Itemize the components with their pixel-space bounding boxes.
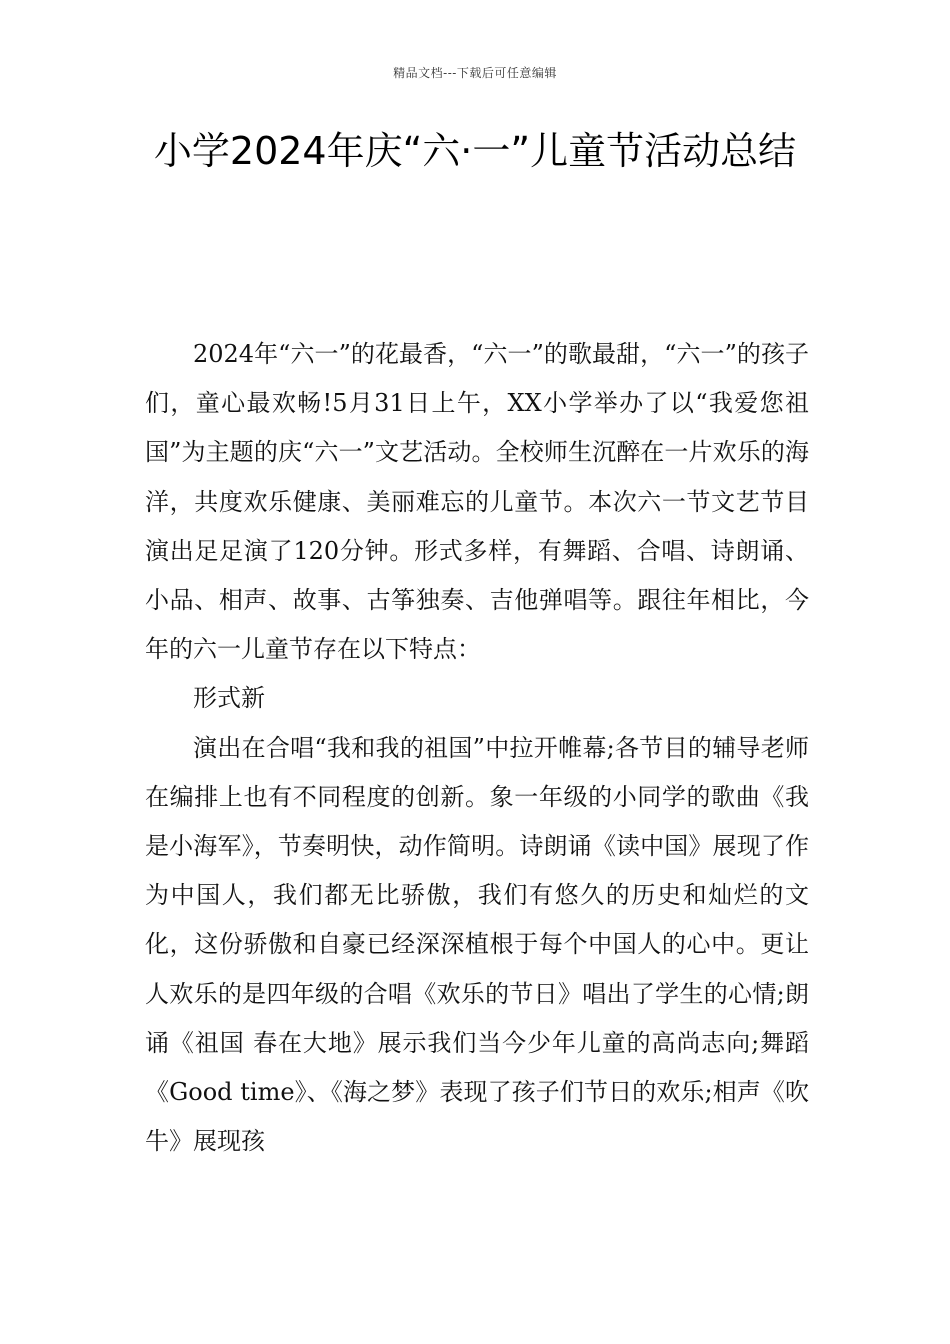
paragraph-intro: 2024年“六一”的花最香，“六一”的歌最甜，“六一”的孩子们，童心最欢畅!5月31日上午，XX小学举办了以“我爱您祖国”为主题的庆“六一”文艺活动。全校师生沉醉在一片欢乐的海洋，共度欢乐健康、美丽难忘的儿童节。本次六一节文艺节目演出足足演了120分钟。形式多样，有舞蹈、合唱、诗朗诵、小品、相声、故事、古筝独奏、吉他弹唱等。跟往年相比，今年的六一儿童节存在以下特点： [145, 340, 809, 664]
header-note: 精品文档---下载后可任意编辑 [393, 66, 557, 80]
section-heading: 形式新 [193, 684, 265, 713]
document-body [145, 330, 809, 1166]
page-title: 小学2024年庆“六·一”儿童节活动总结 [153, 129, 797, 173]
paragraph-performance: 演出在合唱“我和我的祖国”中拉开帷幕;各节目的辅导老师在编排上也有不同程度的创新。象一年级的小同学的歌曲《我是小海军》，节奏明快，动作简明。诗朗诵《读中国》展现了作为中国人，我们都无比骄傲，我们有悠久的历史和灿烂的文化，这份骄傲和自豪已经深深植根于每个中国人的心中。更让人欢乐的是四年级的合唱《欢乐的节日》唱出了学生的心情;朗诵《祖国 春在大地》展示我们当今少年儿童的高尚志向;舞蹈《Good time》、《海之梦》表现了孩子们节日的欢乐;相声《吹牛》展现孩 [145, 733, 809, 1156]
